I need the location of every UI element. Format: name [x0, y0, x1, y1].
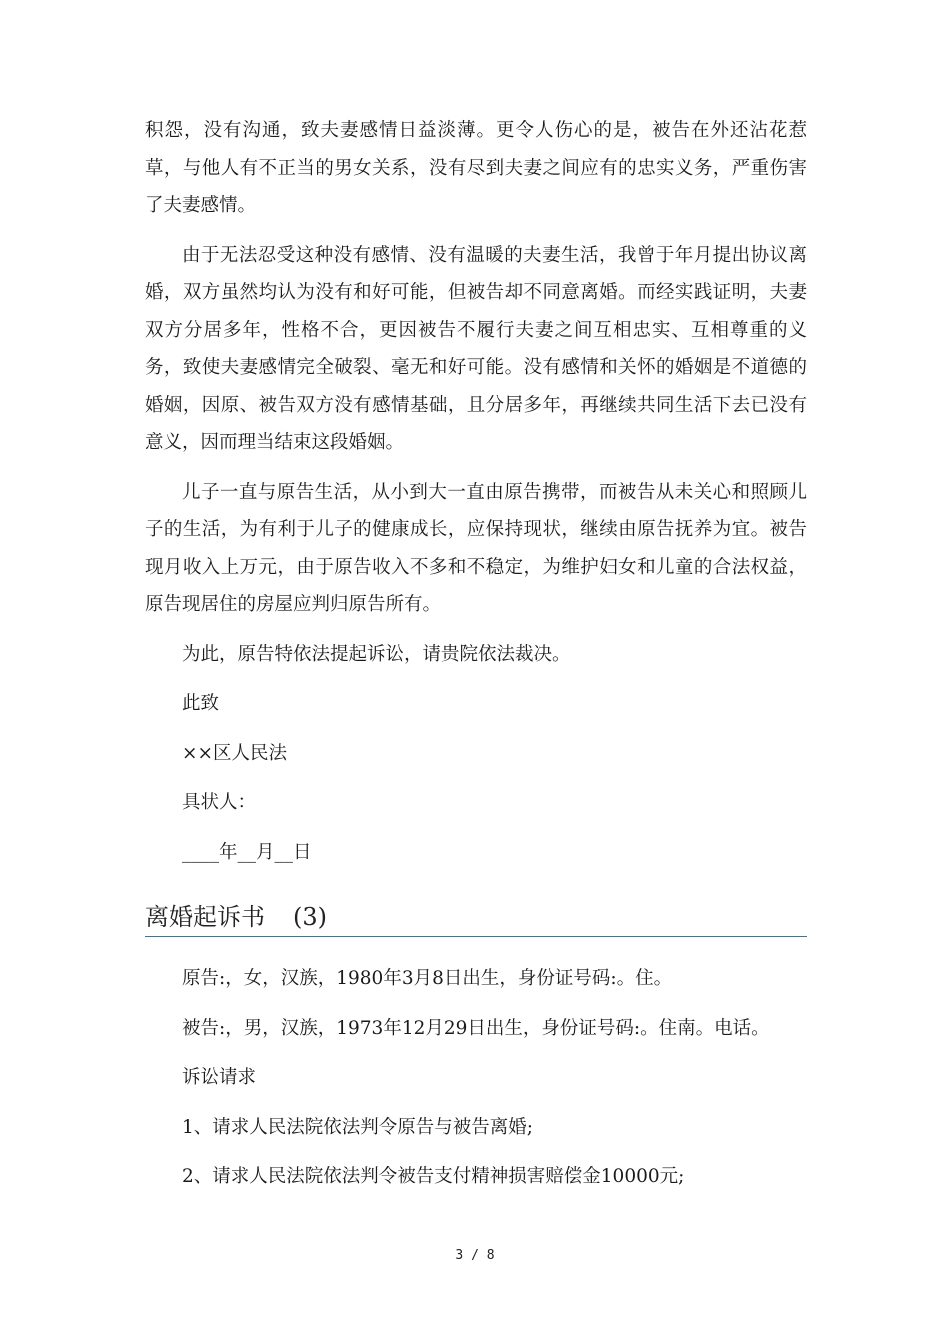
page-indicator: 3 / 8 — [455, 1248, 495, 1263]
section-title: 离婚起诉书 — [145, 903, 265, 931]
defendant-info: 被告:，男，汉族，1973年12月29日出生，身份证号码:。住南。电话。 — [182, 1017, 770, 1039]
section-body — [145, 960, 807, 1208]
paragraph-1: 积怨，没有沟通，致夫妻感情日益淡薄。更令人伤心的是，被告在外还沾花惹草，与他人有不正当的男女关系，没有尽到夫妻之间应有的忠实义务，严重伤害了夫妻感情。 — [145, 120, 807, 216]
date-line: ____年__月__日 — [182, 841, 312, 863]
salutation: 此致 — [182, 693, 220, 714]
section-heading — [145, 898, 807, 937]
claims-heading: 诉讼请求 — [182, 1067, 257, 1088]
paragraph-2: 由于无法忍受这种没有感情、没有温暖的夫妻生活，我曾于年月提出协议离婚，双方虽然均认为没有和好可能，但被告却不同意离婚。而经实践证明，夫妻双方分居多年，性格不合，更因被告不履行夫妻之间互相忠实、互相尊重的义务，致使夫妻感情完全破裂、毫无和好可能。没有感情和关怀的婚姻是不道德的婚姻，因原、被告双方没有感情基础，且分居多年，再继续共同生活下去已没有意义，因而理当结束这段婚姻。 — [145, 244, 807, 453]
claim-1: 1、请求人民法院依法判令原告与被告离婚; — [182, 1116, 534, 1138]
claim-2: 2、请求人民法院依法判令被告支付精神损害赔偿金10000元; — [182, 1166, 685, 1187]
court-name: ××区人民法 — [182, 742, 288, 764]
signer-label: 具状人： — [182, 792, 257, 813]
paragraph-4: 为此，原告特依法提起诉讼，请贵院依法裁决。 — [182, 643, 571, 665]
paragraph-3: 儿子一直与原告生活，从小到大一直由原告携带，而被告从未关心和照顾儿子的生活，为有利于儿子的健康成长，应保持现状，继续由原告抚养为宜。被告现月收入上万元，由于原告收入不多和不稳定，为维护妇女和儿童的合法权益，原告现居住的房屋应判归原告所有。 — [145, 481, 807, 615]
plaintiff-info: 原告:，女，汉族，1980年3月8日出生，身份证号码:。住。 — [182, 968, 673, 989]
section-number: (3) — [293, 903, 327, 931]
body-text — [145, 112, 807, 883]
